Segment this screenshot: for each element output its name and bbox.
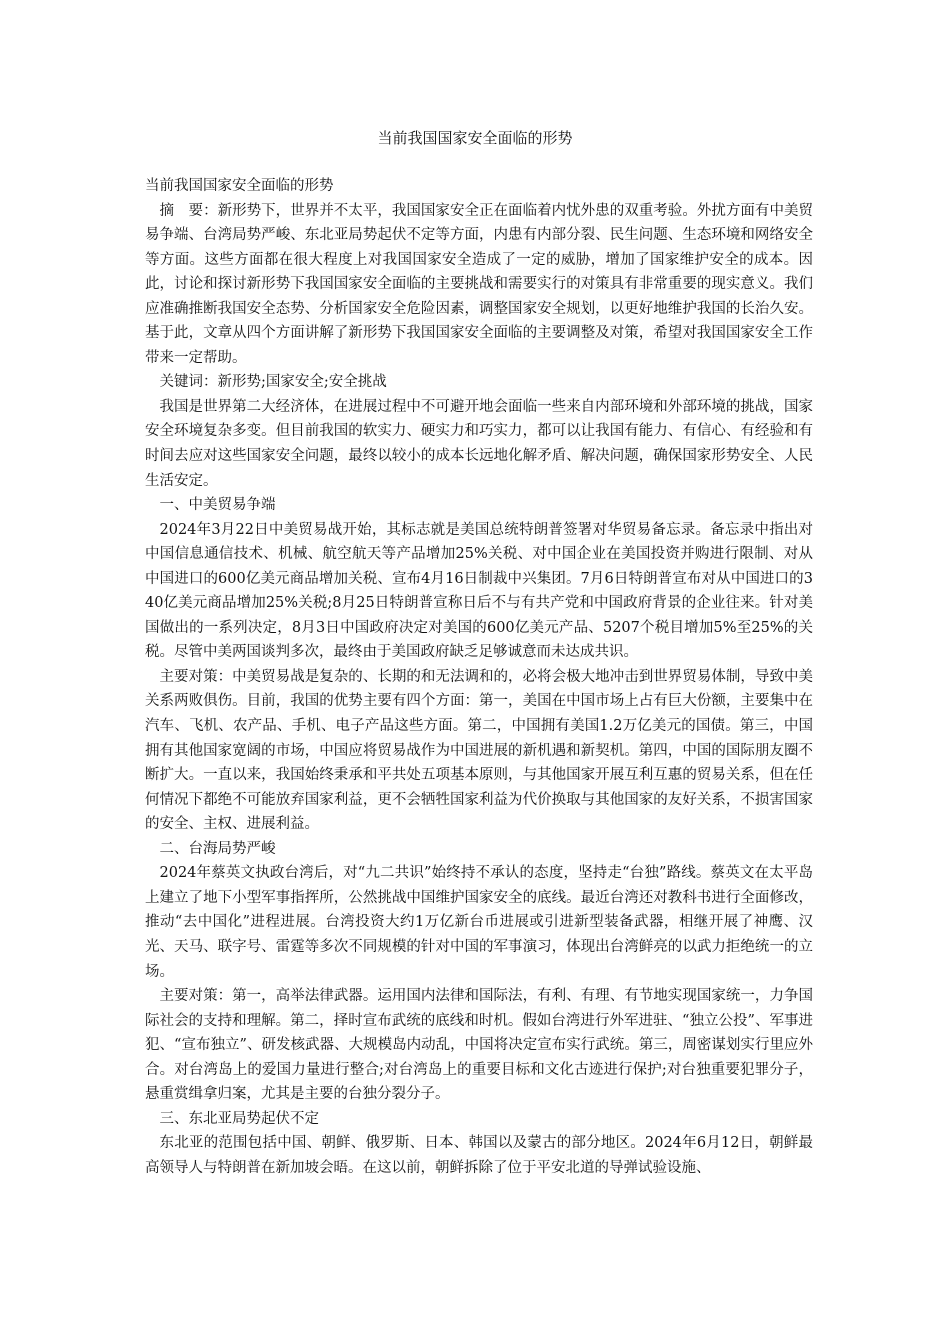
section-heading-3: 三、东北亚局势起伏不定 bbox=[159, 1110, 319, 1127]
body-heading: 当前我国国家安全面临的形势 bbox=[145, 178, 334, 194]
section-3-paragraph: 东北亚的范围包括中国、朝鲜、俄罗斯、日本、韩国以及蒙古的部分地区。2024年6月12日，朝鲜最高领导人与特朗普在新加坡会晤。在这以前，朝鲜拆除了位于平安北道的导弹试验设施、 bbox=[145, 1135, 813, 1176]
section-heading-1: 一、中美贸易争端 bbox=[159, 497, 276, 514]
section-2-countermeasures: 主要对策：第一，高举法律武器。运用国内法律和国际法，有利、有理、有节地实现国家统一，力争国际社会的支持和理解。第二，择时宣布武统的底线和时机。假如台湾进行外军进驻、“独立公投”、军事进犯、“宣布独立”、研发核武器、大规模岛内动乱，中国将决定宣布实行武统。第三，周密谋划实行里应外合。对台湾岛上的爱国力量进行整合;对台湾岛上的重要目标和文化古迹进行保护;对台独重要犯罪分子，悬重赏缉拿归案，尤其是主要的台独分裂分子。 bbox=[145, 988, 813, 1103]
document-title: 当前我国国家安全面临的形势 bbox=[377, 129, 573, 147]
keywords-paragraph: 关键词：新形势;国家安全;安全挑战 bbox=[159, 374, 387, 391]
document-body bbox=[145, 174, 813, 1180]
section-1-paragraph: 2024年3月22日中美贸易战开始，其标志就是美国总统特朗普签署对华贸易备忘录。备忘录中指出对中国信息通信技术、机械、航空航天等产品增加25%关税、对中国企业在美国投资并购进行限制、对从中国进口的600亿美元商品增加关税、宣布4月16日制裁中兴集团。7月6日特朗普宣布对从中国进口的340亿美元商品增加25%关税;8月25日特朗普宣称日后不与有共产党和中国政府背景的企业往来。针对美国做出的一系列决定，8月3日中国政府决定对美国的600亿美元产品、5207个税目增加5%至25%的关税。尽管中美两国谈判多次，最终由于美国政府缺乏足够诚意而未达成共识。 bbox=[145, 521, 813, 661]
intro-paragraph: 我国是世界第二大经济体，在进展过程中不可避开地会面临一些来自内部环境和外部环境的挑战，国家安全环境复杂多变。但目前我国的软实力、硬实力和巧实力，都可以让我国有能力、有信心、有经验和有时间去应对这些国家安全问题，最终以较小的成本长远地化解矛盾、解决问题，确保国家形势安全、人民生活安定。 bbox=[145, 398, 813, 489]
section-1-countermeasures: 主要对策：中美贸易战是复杂的、长期的和无法调和的，必将会极大地冲击到世界贸易体制，导致中美关系两败俱伤。目前，我国的优势主要有四个方面：第一，美国在中国市场上占有巨大份额，主要集中在汽车、飞机、农产品、手机、电子产品这些方面。第二，中国拥有美国1.2万亿美元的国债。第三，中国拥有其他国家宽阔的市场，中国应将贸易战作为中国进展的新机遇和新契机。第四，中国的国际朋友圈不断扩大。一直以来，我国始终秉承和平共处五项基本原则，与其他国家开展互利互惠的贸易关系，但在任何情况下都绝不可能放弃国家利益，更不会牺牲国家利益为代价换取与其他国家的友好关系，不损害国家的安全、主权、进展利益。 bbox=[145, 668, 813, 833]
section-2-paragraph: 2024年蔡英文执政台湾后，对“九二共识”始终持不承认的态度，坚持走“台独”路线。蔡英文在太平岛上建立了地下小型军事指挥所，公然挑战中国维护国家安全的底线。最近台湾还对教科书进行全面修改，推动“去中国化”进程进展。台湾投资大约1万亿新台币进展或引进新型装备武器，相继开展了神鹰、汉光、天马、联字号、雷霆等多次不同规模的针对中国的军事演习，体现出台湾鲜亮的以武力拒绝统一的立场。 bbox=[145, 865, 813, 980]
abstract-paragraph: 摘 要：新形势下，世界并不太平，我国国家安全正在面临着内忧外患的双重考验。外扰方面有中美贸易争端、台湾局势严峻、东北亚局势起伏不定等方面，内患有内部分裂、民生问题、生态环境和网络安全等方面。这些方面都在很大程度上对我国国家安全造成了一定的威胁，增加了国家维护安全的成本。因此，讨论和探讨新形势下我国国家安全面临的主要挑战和需要实行的对策具有非常重要的现实意义。我们应准确推断我国安全态势、分析国家安全危险因素，调整国家安全规划，以更好地维护我国的长治久安。基于此，文章从四个方面讲解了新形势下我国国家安全面临的主要调整及对策，希望对我国国家安全工作带来一定帮助。 bbox=[145, 202, 813, 366]
section-heading-2: 二、台海局势严峻 bbox=[159, 840, 276, 857]
